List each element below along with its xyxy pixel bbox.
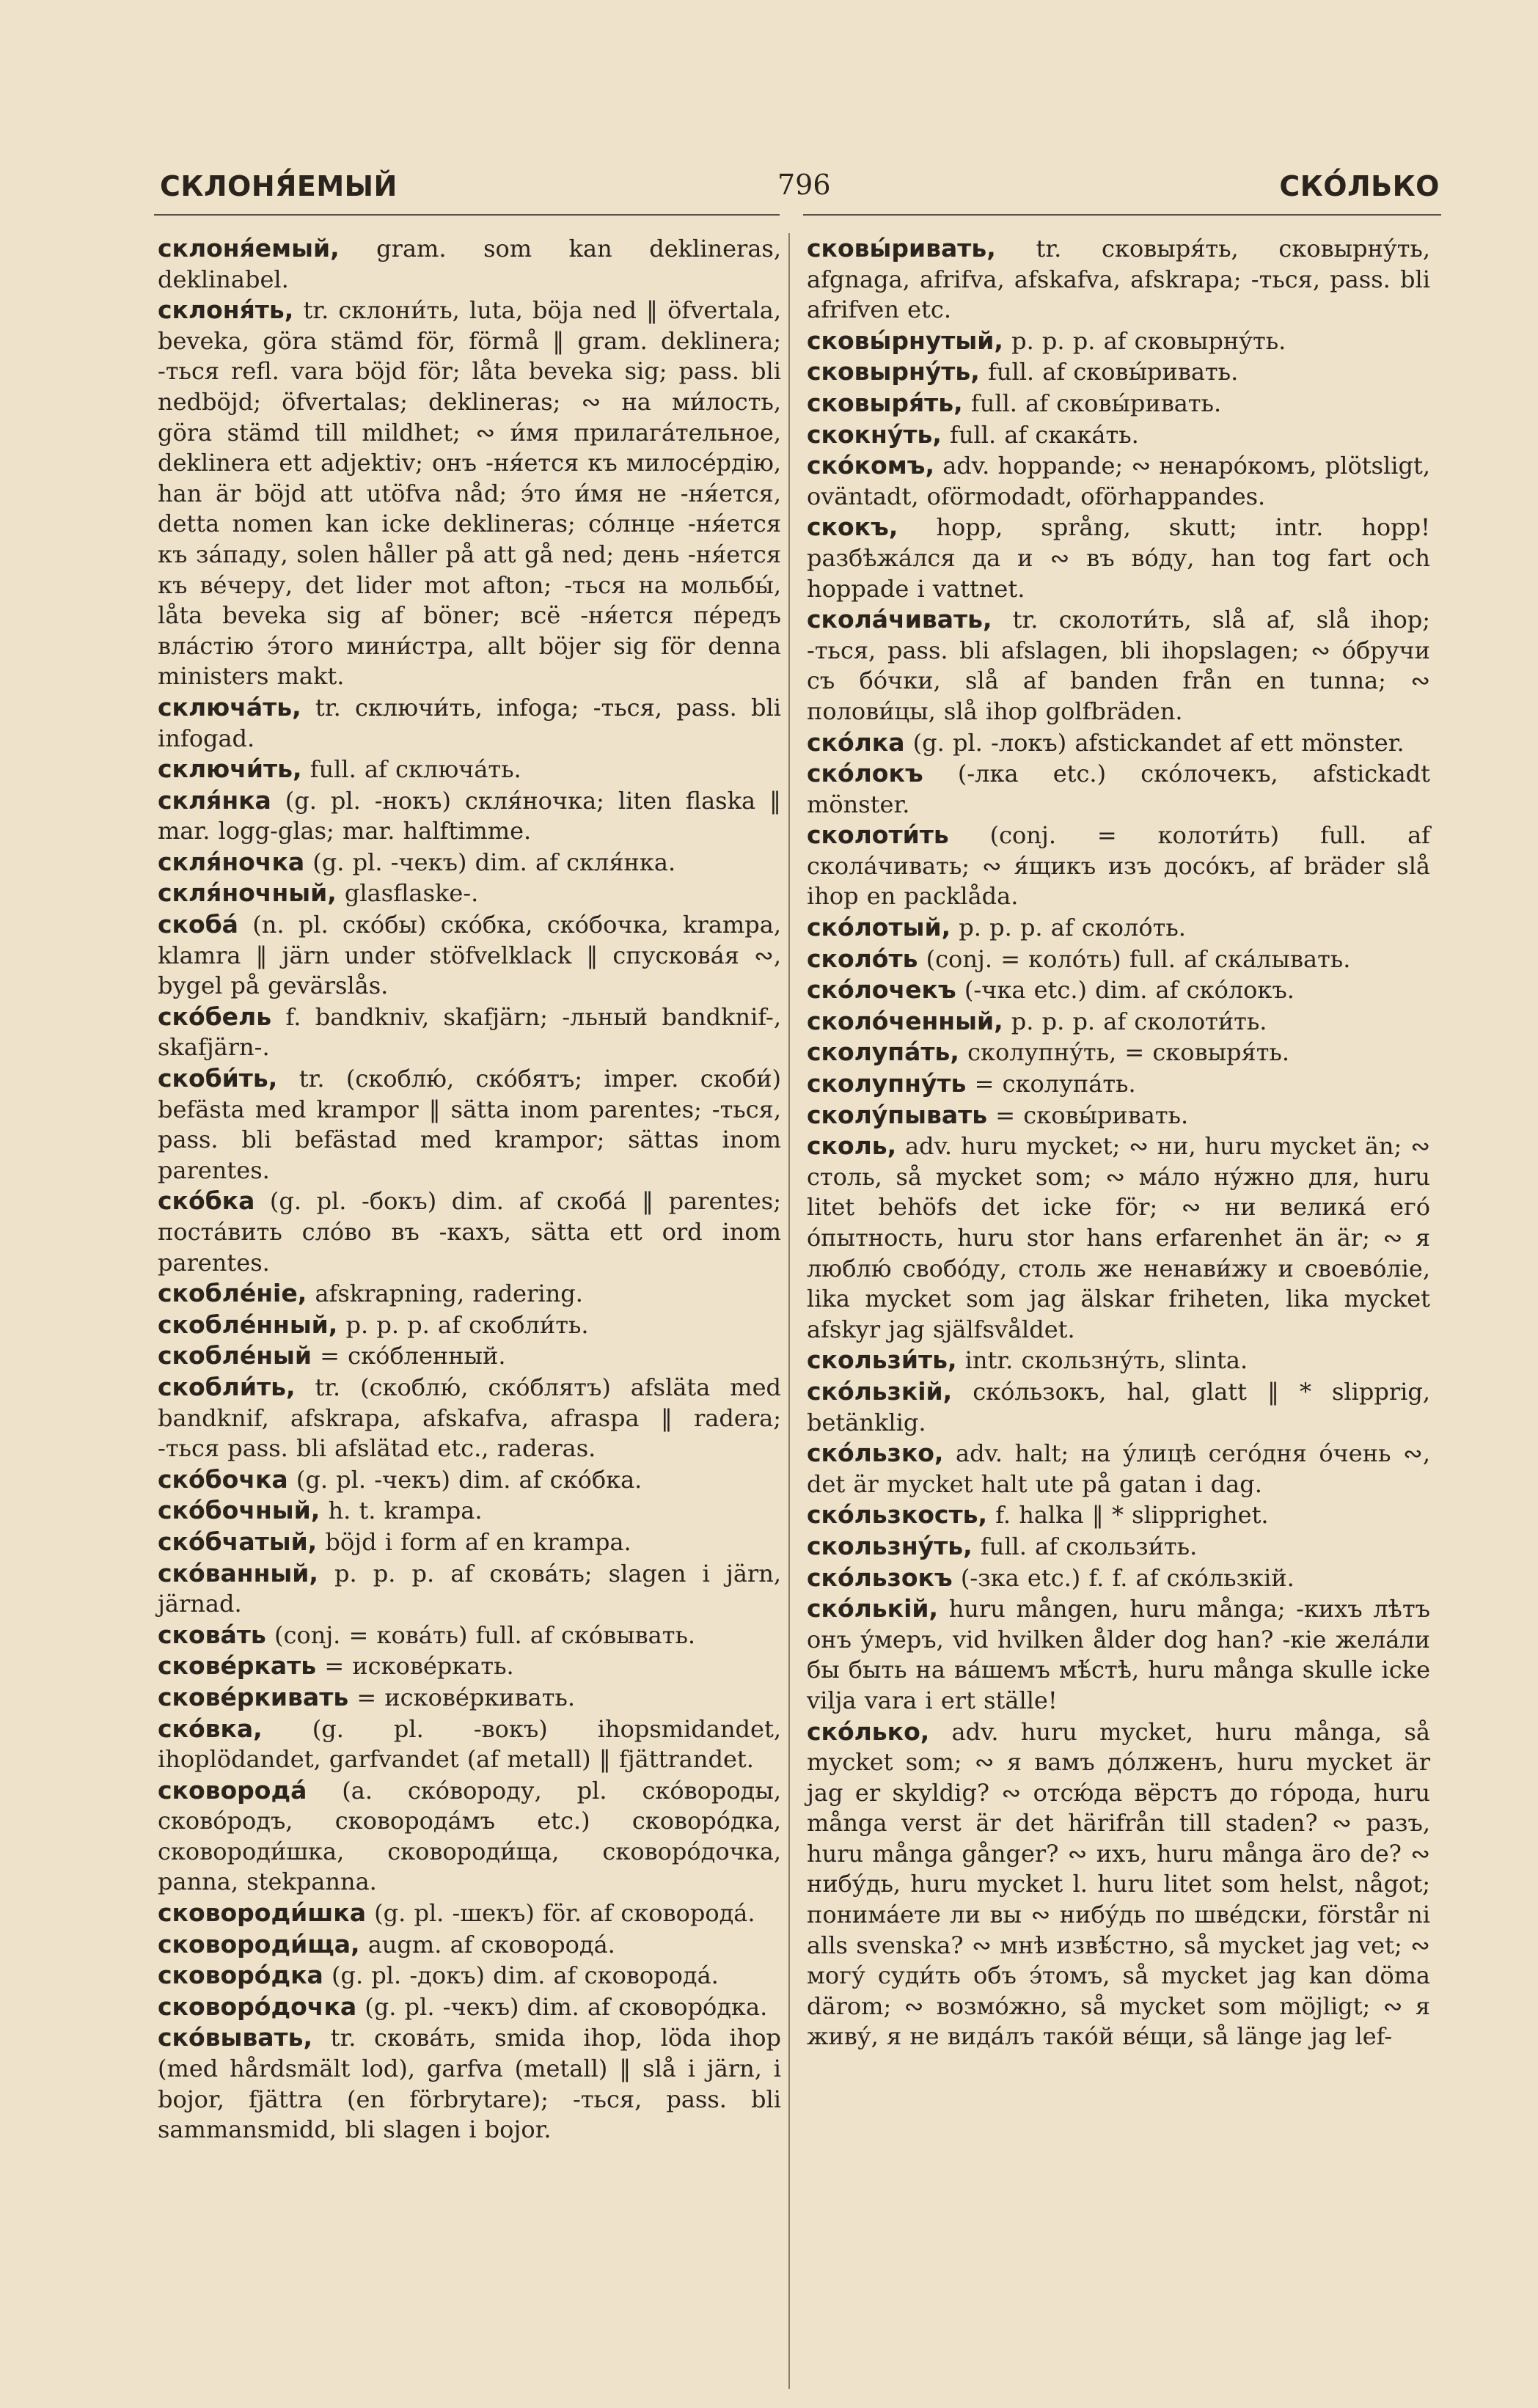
entry-skoblennyi [158,1310,781,1341]
headword: сколу́пывать [807,1100,988,1129]
entry-skolotyi [807,912,1430,944]
definition: = сколупа́ть. [966,1070,1136,1098]
headword: сковы́рнутый, [807,326,1003,355]
entry-skovyrivat [807,233,1430,326]
entry-skolznut [807,1531,1430,1563]
headword: скове́ркивать [158,1682,349,1711]
definition: tr. склони́ть, luta, böja ned ‖ öfvertala, beveka, göra stämd för, förmå ‖ gram. deklinera; -ться refl. vara böjd för; låta beveka sig; pass. bli nedböjd; öfvertalas; deklineras; ∾ на ми́лость, göra stämd till mildhet; ∾ и́мя прилага́тельное, deklinera ett adjektiv; онъ -ня́ется къ милосе́рдію, han är böjd att utöfva nåd; э́то и́мя не -ня́ется, detta nomen kan icke deklineras; со́лнце -ня́ется къ за́паду, solen håller på att gå ned; день -ня́ется къ ве́черу, det lider mot afton; -ться на мольбы́, låta beveka sig af böner; всё -ня́ется пе́редъ вла́стію э́того мини́стра, allt böjer sig för denna ministers makt. [158,296,781,691]
definition: (conj. = кова́ть) full. af ско́вывать. [266,1620,696,1649]
headword: сковырну́ть, [807,357,980,386]
entry-skoverkat [158,1651,781,1682]
headword: ско́бка [158,1186,255,1216]
running-head-right: СКО́ЛЬКО [1279,170,1440,202]
headword: ско́лотый, [807,913,951,942]
headword: ско́ванный, [158,1558,318,1587]
entry-skoknut [807,419,1430,451]
entry-skoblenyi [158,1340,781,1372]
entry-skovannyi [158,1558,781,1620]
headword: сковоро́дочка [158,1992,357,2021]
definition: (g. pl. -локъ) afstickandet af ett mönster. [904,728,1405,757]
right-column [807,233,1430,2052]
entry-skolka [807,727,1430,759]
definition: (conj. = коло́ть) full. af ска́лывать. [918,944,1351,973]
headword: сковороди́шка [158,1898,366,1928]
headword: ско́бочка [158,1464,288,1494]
definition: p. p. p. af скобли́ть. [337,1310,589,1339]
entry-skliuchit [158,754,781,785]
definition: adv. huru mycket, huru många, så mycket som; ∾ я вамъ до́лженъ, huru mycket är jag er skyldig? ∾ отсю́да вёрстъ до го́рода, huru många verst är det härifrån till staden? ∾ разъ, huru många gånger? ∾ ихъ, huru många äro de? ∾ нибу́дь, huru mycket l. huru litet som helst, något; понима́ете ли вы ∾ нибу́дь по шве́дски, förstår ni alls svenska? ∾ мнѣ извѣ́стно, så mycket jag vet; ∾ могу́ суди́ть объ э́томъ, så mycket jag kan döma därom; ∾ возмо́жно, så mycket som möjligt; ∾ я живу́, я не вида́лъ тако́й ве́щи, så länge jag lef- [807,1717,1430,2051]
definition: huru mången, huru många; -кихъ лѣтъ онъ у́меръ, vid hvilken ålder dog han? -кіе жела́ли бы быть на ва́шемъ мѣ́стѣ, huru många skulle icke vilja vara i ert ställe! [807,1595,1430,1714]
left-column [158,233,781,2145]
headword: сколупа́ть, [807,1038,959,1067]
headword: склоня́емый, [158,234,340,263]
entry-skolotit [807,820,1430,912]
headword: скользну́ть, [807,1531,973,1560]
entry-skokom [807,450,1430,512]
headword: скобле́ніе, [158,1279,307,1308]
entry-skobchatyi [158,1527,781,1558]
definition: tr. (скоблю́, ско́бятъ; imper. скоби́) befästa med krampor ‖ sätta inom parentes; -ться, pass. bli befästad med krampor; sättas inom parentes. [158,1065,781,1184]
definition: (g. pl. -бокъ) dim. af скоба́ ‖ parentes; поста́вить сло́во въ -кахъ, sätta ett ord inom parentes. [158,1187,781,1277]
headword: сключи́ть, [158,755,302,784]
headword: ско́комъ, [807,451,935,480]
headword: ско́льзкій, [807,1376,953,1406]
entry-skolachivat [807,604,1430,727]
entry-skolochennyi [807,1006,1430,1038]
entry-skok [807,512,1430,604]
definition: = сковы́ривать. [987,1101,1189,1129]
definition: (g. pl. -вокъ) ihopsmidandet, ihoplödandet, garfvandet (af metall) ‖ fjättrandet. [158,1714,781,1774]
headword: ско́бель [158,1002,272,1031]
entry-skolzko [807,1438,1430,1500]
entry-skovoroda [158,1775,781,1898]
entry-skliuchat [158,692,781,754]
entry-skovorodka [158,1960,781,1992]
headword: скоби́ть, [158,1064,278,1093]
entry-skobochka [158,1464,781,1496]
entry-skovorodochka [158,1992,781,2023]
entry-skobochnyi [158,1495,781,1527]
entry-skolzkii [807,1376,1430,1438]
entry-skloniaemyi [158,233,781,295]
definition: full. af скользи́ть. [972,1532,1198,1560]
headword: ско́лькій, [807,1594,939,1623]
entry-skoblenie [158,1278,781,1310]
headword: ско́вка, [158,1714,263,1743]
definition: f. halka ‖ * slipprighet. [987,1501,1269,1530]
definition: full. af сковы́ривать. [962,389,1222,417]
definition: = ско́бленный. [312,1342,506,1370]
entry-skoverkivat [158,1682,781,1714]
entry-skolko [807,1717,1430,2053]
definition: (n. pl. ско́бы) ско́бка, ско́бочка, krampa, klamra ‖ järn under stöfvelklack ‖ спускова́я ∾, bygel på gevärslås. [158,911,781,1000]
entry-skobka [158,1186,781,1278]
headword: ско́лько, [807,1717,930,1746]
entry-skliyanochnyi [158,878,781,909]
headword: скля́нка [158,785,271,815]
headword: склоня́ть, [158,296,294,325]
definition: (g. pl. -чекъ) dim. af сковоро́дка. [356,1992,768,2021]
definition: tr. скова́ть, smida ihop, löda ihop (med hårdsmält lod), garfva (metall) ‖ slå i järn, i bojor, fjättra (en förbrytare); -ться, pass. bli sammansmidd, bli slagen i bojor. [158,2024,781,2144]
definition: hopp, språng, skutt; intr. hopp! разбѣжа́лся да и ∾ въ во́ду, han tog fart och hoppade i vattnet. [807,513,1430,603]
definition: full. af сковы́ривать. [979,358,1239,386]
definition: = искове́ркивать. [348,1683,576,1711]
definition: p. p. p. af сколоти́ть. [1003,1007,1267,1035]
definition: ско́льзокъ, hal, glatt ‖ * slipprig, betänklig. [807,1377,1430,1436]
entry-skobit [158,1063,781,1186]
definition: h. t. krampa. [320,1497,483,1525]
entry-skolzit [807,1345,1430,1376]
definition: = искове́ркать. [316,1652,514,1681]
entry-skolok [807,758,1430,820]
entry-skovyrnutyi [807,326,1430,357]
headword: ско́бчатый, [158,1527,318,1556]
definition: (conj. = колоти́ть) full. af скола́чивать; ∾ я́щикъ изъ досо́къ, af bräder slå ihop en packlåda. [807,821,1430,911]
headword: скобле́ный [158,1341,312,1370]
headword: ско́лка [807,727,905,757]
definition: (a. ско́вороду, pl. ско́вороды, сково́родъ, сковорода́мъ etc.) сковоро́дка, сковороди́шка, сковороди́ща, сковоро́дочка, panna, stekpanna. [158,1776,781,1896]
headword: ско́лочекъ [807,975,956,1005]
entry-skovyrnut [807,356,1430,388]
entry-skloniat [158,295,781,692]
definition: p. p. p. af сколо́ть. [951,914,1186,942]
column-divider [788,233,790,2389]
definition: (-лка etc.) ско́лочекъ, afstickadt mönster. [807,760,1430,818]
headword: сковороди́ща, [158,1929,360,1959]
headword: скова́ть [158,1620,266,1649]
definition: (-чка etc.) dim. af ско́локъ. [956,976,1295,1005]
definition: adv. huru mycket; ∾ ни, huru mycket än; ∾ столь, så mycket som; ∾ ма́ло ну́жно для, huru litet behöfs det icke för; ∾ ни велика́ его́ о́пытность, huru stor hans erfarenhet än är; ∾ я люблю́ свобо́ду, столь же ненави́жу и своево́ліе, lika mycket som jag älskar friheten, lika mycket afskyr jag själfsvåldet. [807,1132,1430,1343]
definition: (g. pl. -шекъ) för. af сковорода́. [365,1899,755,1928]
headword: сколо́ть [807,944,918,973]
header-rule-left [154,214,780,216]
headword: скола́чивать, [807,605,992,634]
entry-skoba [158,909,781,1002]
headword: скля́ночный, [158,878,337,908]
definition: augm. af сковорода́. [359,1930,615,1959]
headword: скобле́нный, [158,1310,338,1339]
definition: intr. скользну́ть, slinta. [956,1346,1248,1375]
headword: скля́ночка [158,847,305,876]
entry-skolochek [807,974,1430,1006]
headword: сковоро́дка [158,1961,323,1990]
entry-skolzkost [807,1500,1430,1531]
entry-skovorodishcha [158,1929,781,1961]
definition: f. bandkniv, skafjärn; -льный bandknif-, skafjärn-. [158,1002,781,1062]
entry-skovyriat [807,388,1430,419]
headword: сковыря́ть, [807,388,963,417]
entry-skovka [158,1714,781,1775]
definition: (g. pl. -нокъ) скля́ночка; liten flaska ‖ mar. logg-glas; mar. halftimme. [158,786,781,845]
definition: (g. pl. -докъ) dim. af сковорода́. [323,1961,719,1990]
entry-skol [807,1131,1430,1345]
definition: (-зка etc.) f. f. af ско́льзкій. [952,1563,1295,1592]
headword: скокъ, [807,513,898,542]
headword: ско́льзокъ [807,1563,953,1592]
headword: сколь, [807,1131,897,1161]
entry-skoblit [158,1372,781,1464]
definition: p. p. p. af сковырну́ть. [1003,326,1286,355]
definition: tr. сковыря́ть, сковырну́ть, afgnaga, afrifva, afskafva, afskrapa; -ться, pass. bli afrifven etc. [807,235,1430,324]
headword: скове́ркать [158,1651,317,1681]
entry-skolupnut [807,1068,1430,1100]
entry-skovyvat [158,2022,781,2145]
definition: full. af сключа́ть. [301,755,521,784]
headword: скобли́ть, [158,1372,296,1401]
definition: afskrapning, radering. [307,1280,583,1308]
headword: ско́льзкость, [807,1500,988,1530]
definition: (g. pl. -чекъ) dim. af ско́бка. [288,1465,642,1494]
definition: p. p. p. af скова́ть; slagen i järn, järnad. [158,1559,781,1618]
definition: (g. pl. -чекъ) dim. af скля́нка. [304,848,676,876]
headword: сковы́ривать, [807,234,996,263]
entry-skovorodishka [158,1898,781,1929]
headword: ско́локъ [807,759,923,788]
definition: tr. (скоблю́, ско́блятъ) afsläta med bandknif, afskrapa, afskafva, afraspa ‖ radera; -ться pass. bli afslätad etc., raderas. [158,1373,781,1463]
entry-skolot [807,944,1430,975]
running-head-left: СКЛОНЯ́ЕМЫЙ [160,170,398,202]
header-rule-right [803,214,1441,216]
definition: adv. halt; на у́лицѣ сего́дня о́чень ∾, det är mycket halt ute på gatan i dag. [807,1439,1430,1498]
entry-skobel [158,1002,781,1063]
definition: adv. hoppande; ∾ ненаро́комъ, plötsligt, oväntadt, oförmodadt, oförhappandes. [807,452,1430,510]
page-number: 796 [777,169,831,201]
definition: gram. som kan deklineras, deklinabel. [158,235,781,293]
headword: скользи́ть, [807,1346,957,1375]
definition: full. af скака́ть. [941,420,1139,449]
headword: сключа́ть, [158,692,301,722]
headword: скоба́ [158,910,238,939]
definition: сколупну́ть, = сковыря́ть. [959,1038,1290,1067]
headword: сколоти́ть [807,821,949,850]
headword: ско́вывать, [158,2023,313,2052]
entry-skolkii [807,1593,1430,1716]
entry-skolupyvat [807,1100,1430,1131]
headword: сколупну́ть [807,1069,967,1098]
entry-skolupat [807,1037,1430,1068]
headword: сколо́ченный, [807,1006,1003,1035]
headword: скокну́ть, [807,419,942,449]
headword: ско́бочный, [158,1496,321,1525]
definition: böjd i form af en krampa. [317,1527,631,1556]
entry-skovat [158,1620,781,1651]
entry-skliyanochka [158,847,781,878]
headword: ско́льзко, [807,1439,944,1468]
entry-skolzok [807,1563,1430,1594]
definition: tr. сключи́ть, infoga; -ться, pass. bli infogad. [158,693,781,752]
entry-skliyanka [158,785,781,847]
definition: tr. сколоти́ть, slå af, slå ihop; -ться, pass. bli afslagen, bli ihopslagen; ∾ о́бручи съ бо́чки, slå af banden från en tunna; ∾ полови́цы, slå ihop golfbräden. [807,606,1430,725]
definition: glasflaske-. [336,879,479,908]
headword: сковорода́ [158,1775,307,1805]
